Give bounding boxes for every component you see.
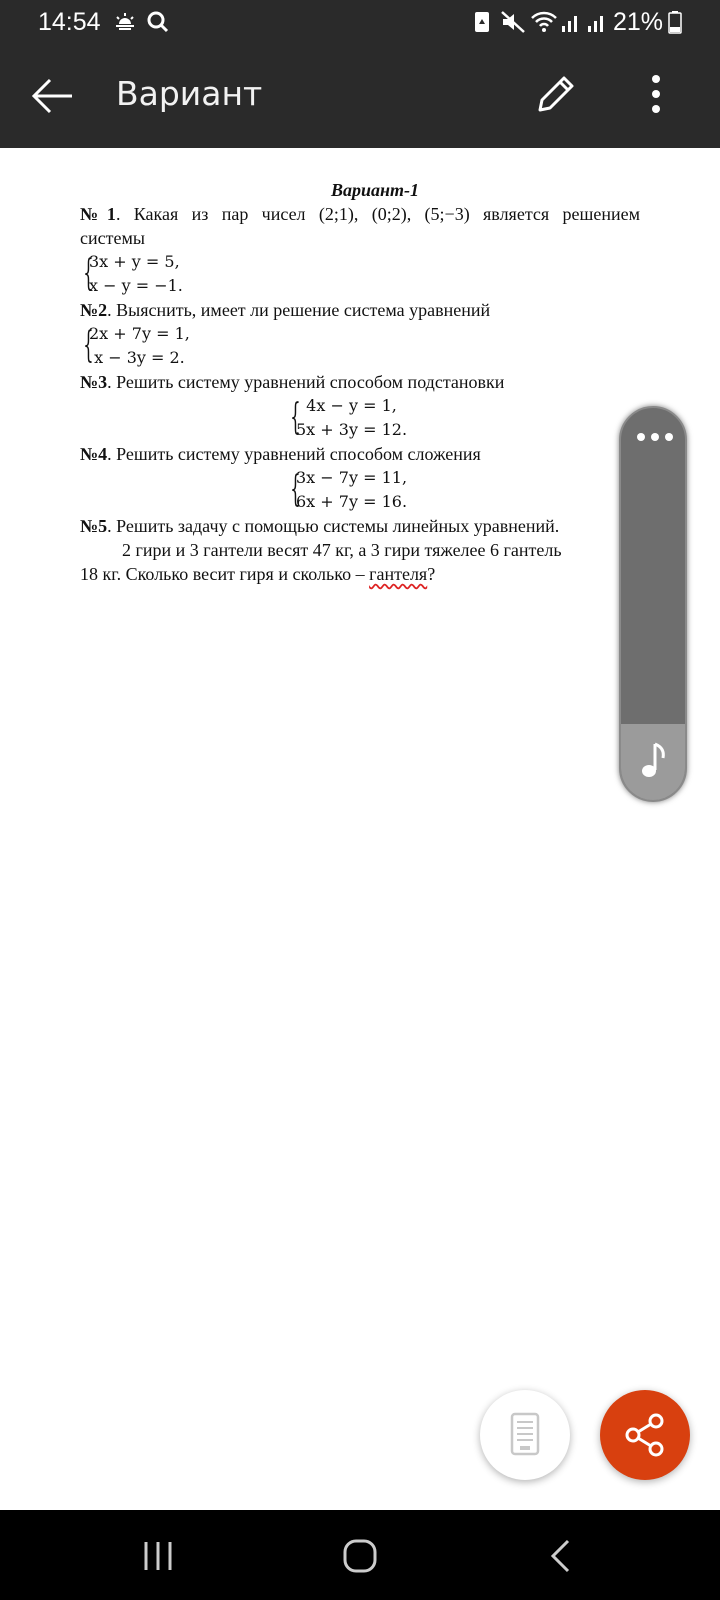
- task-number: №5: [80, 516, 108, 536]
- equation: 5x + 3y = 12.: [296, 420, 408, 439]
- task-number: №3: [80, 372, 108, 392]
- equation: x − 3y = 2.: [89, 348, 185, 367]
- status-bar: [0, 0, 720, 44]
- status-time: 14:54: [38, 8, 101, 36]
- task-number: №2: [80, 300, 108, 320]
- problem-text-continued: [80, 562, 640, 586]
- equation: 3x − 7y = 11,: [296, 468, 408, 487]
- brace: {: [290, 397, 301, 438]
- task-text: . Какая из пар чисел (2;1), (0;2), (5;−3) является решением: [115, 204, 640, 224]
- task-number: №1: [80, 204, 116, 224]
- task-text: . Решить задачу с помощью системы линейных уравнений.: [107, 516, 560, 536]
- task-4: [80, 442, 640, 514]
- problem-text-part: 18 кг. Сколько весит гиря и сколько –: [80, 564, 370, 584]
- floating-side-panel[interactable]: [619, 406, 687, 802]
- app-bar: [0, 44, 720, 148]
- equation-system: [287, 466, 640, 514]
- task-text: . Выяснить, имеет ли решение система уравнений: [107, 300, 491, 320]
- document-view-button[interactable]: [480, 1390, 570, 1480]
- brace: {: [83, 325, 94, 366]
- equation-system: [80, 322, 640, 370]
- page-title: Вариант: [116, 74, 263, 113]
- back-arrow-icon[interactable]: [30, 76, 74, 121]
- brace: {: [290, 469, 301, 510]
- problem-text-part: ?: [427, 564, 436, 584]
- mute-icon: [500, 10, 526, 39]
- task-3: [80, 370, 640, 442]
- share-button[interactable]: [600, 1390, 690, 1480]
- home-icon[interactable]: [342, 1538, 378, 1579]
- search-icon: [146, 10, 170, 39]
- battery-icon: [668, 10, 682, 39]
- battery-percent: 21%: [613, 8, 664, 36]
- share-icon: [600, 1390, 690, 1480]
- equation: 2x + 7y = 1,: [89, 324, 190, 343]
- recents-icon[interactable]: [140, 1538, 176, 1579]
- equation-system: [287, 394, 640, 442]
- document-title: Вариант-1: [330, 180, 419, 200]
- pencil-icon[interactable]: [534, 72, 578, 121]
- document-icon: [480, 1390, 570, 1480]
- equation: 4x − y = 1,: [296, 396, 397, 415]
- music-note-icon[interactable]: [621, 724, 685, 802]
- more-vert-icon[interactable]: [650, 74, 662, 119]
- task-1: [80, 202, 640, 298]
- problem-text: 2 гири и 3 гантели весят 47 кг, а 3 гири тяжелее 6 гантель: [122, 540, 562, 560]
- task-2: [80, 298, 640, 370]
- task-text-continued: системы: [80, 228, 145, 248]
- equation: 3x + y = 5,: [89, 252, 180, 271]
- weather-sun-icon: [113, 10, 137, 37]
- navigation-bar: [0, 1510, 720, 1600]
- spellcheck-word: гантеля: [369, 564, 428, 584]
- equation-system: [80, 250, 640, 298]
- more-horiz-icon[interactable]: [635, 430, 675, 448]
- task-number: №4: [80, 444, 108, 464]
- brace: {: [83, 253, 94, 294]
- document-page: [80, 178, 640, 586]
- equation: 6x + 7y = 16.: [296, 492, 408, 511]
- recycle-icon: [473, 10, 491, 39]
- nav-back-icon[interactable]: [548, 1538, 572, 1579]
- task-text: . Решить систему уравнений способом сложения: [107, 444, 481, 464]
- wifi-icon: [530, 10, 558, 39]
- signal-icon-2: [586, 10, 608, 39]
- task-5: [80, 514, 640, 586]
- task-text: . Решить систему уравнений способом подстановки: [107, 372, 505, 392]
- signal-icon: [560, 10, 582, 39]
- equation: x − y = −1.: [89, 276, 183, 295]
